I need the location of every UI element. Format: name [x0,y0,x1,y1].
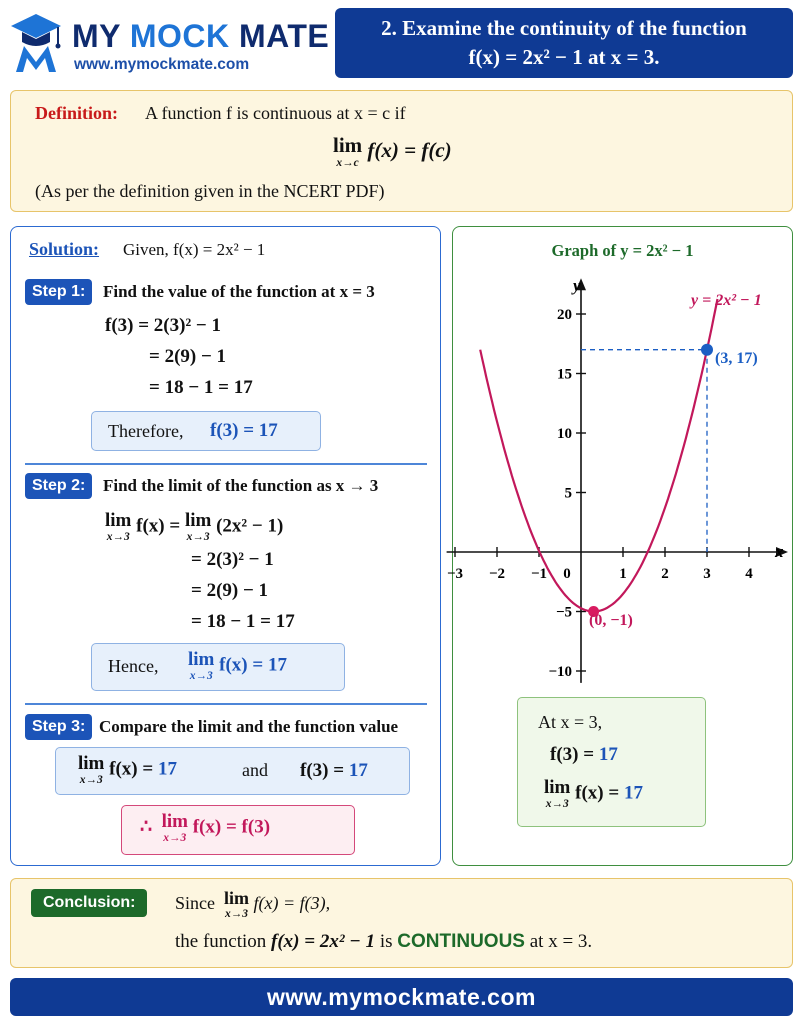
step-1-title: Find the value of the function at x = 3 [103,282,375,301]
curve-label: y = 2x² − 1 [691,292,762,309]
conclusion-badge: Conclusion: [31,889,147,917]
summary-function-value: f(3) = 17 [550,744,618,765]
solution-panel [10,226,441,866]
logo [10,8,330,78]
brand-name: MY MOCK MATE [72,18,330,54]
definition-box [10,90,793,212]
x-tick-label: −2 [488,566,506,582]
footer-website-banner[interactable]: www.mymockmate.com [10,978,793,1016]
x-axis-label: x [775,542,784,561]
step-3-compare-and: and [242,760,268,780]
x-tick-label: 1 [619,566,627,582]
step-1-line: = 2(9) − 1 [149,346,227,367]
marked-point-label: (3, 17) [715,350,758,367]
step-2-title: Find the limit of the function as x → 3 [103,476,379,495]
definition-formula: lim x→c f(x) = f(c) [333,133,452,169]
step-1-line: = 18 − 1 = 17 [149,377,253,398]
step-3-title: Compare the limit and the function value [99,717,399,736]
step-2-result-prefix: Hence, [108,656,159,676]
graph-title: Graph of y = 2x² − 1 [551,241,694,260]
parabola-curve [480,299,717,612]
divider [25,463,427,465]
solution-label: Solution: [29,239,100,259]
step-2-line: = 2(3)² − 1 [191,549,274,570]
y-tick-label: 10 [557,426,572,442]
evaluation-summary-box [517,697,706,827]
question-banner [335,8,793,78]
graph-panel [446,226,793,866]
y-tick-label: 15 [557,366,572,383]
step-1-result-box [91,411,321,451]
y-tick-label: 5 [564,485,572,502]
step-3-compare-right: f(3) = 17 [300,760,368,781]
y-axis-label: y [573,276,581,295]
y-tick-label: 20 [557,307,572,323]
y-tick-label: −5 [555,604,572,621]
x-tick-label: 3 [703,566,711,582]
conclusion-line-2: the function f(x) = 2x² − 1 is CONTINUOUS at x = 3. [175,931,593,952]
step-2-badge: Step 2: [25,473,92,499]
step-1-line: f(3) = 2(3)² − 1 [105,315,221,336]
step-3-compare-box [55,747,410,795]
step-3-compare-left: lim x→3 f(x) = 17 [78,753,177,786]
divider [25,703,427,705]
x-tick-label: 0 [563,566,571,582]
x-tick-label: −3 [446,566,464,582]
parabola-plot [446,227,794,687]
step-2-line: = 2(9) − 1 [191,580,269,601]
summary-title: At x = 3, [538,712,603,732]
x-tick-label: 4 [745,566,753,582]
definition-label: Definition: [35,103,118,123]
step-3-badge: Step 3: [25,714,92,740]
step-2-result-value: lim x→3 f(x) = 17 [188,649,287,682]
question-line-2: f(x) = 2x² − 1 at x = 3. [468,45,660,69]
definition-text: A function f is continuous at x = c if [145,103,406,123]
brand-website[interactable]: www.mymockmate.com [74,56,250,73]
solution-given: Given, f(x) = 2x² − 1 [123,240,266,259]
question-line-1: 2. Examine the continuity of the function [381,16,747,40]
conclusion-box [10,878,793,968]
step-3-final-box [121,805,355,855]
step-2-line: lim x→3 f(x) = lim x→3 (2x² − 1) [105,510,284,543]
step-1-badge: Step 1: [25,279,92,305]
y-tick-label: −10 [548,664,572,680]
x-tick-label: 2 [661,566,669,582]
graduation-cap-logo-icon [10,12,62,74]
step-1-result-prefix: Therefore, [108,421,184,441]
conclusion-line-1: Since lim x→3 f(x) = f(3), [175,888,331,920]
x-tick-label: −1 [530,566,548,582]
step-2-line: = 18 − 1 = 17 [191,611,295,632]
step-3-final-statement: ∴ lim x→3 f(x) = f(3) [140,811,271,844]
step-1-result-value: f(3) = 17 [210,420,278,441]
definition-note: (As per the definition given in the NCERT PDF) [35,181,385,201]
vertex-label: (0, −1) [589,612,633,629]
marked-point [701,344,713,356]
step-2-result-box [91,643,345,691]
summary-limit-value: lim x→3 f(x) = 17 [544,777,643,810]
